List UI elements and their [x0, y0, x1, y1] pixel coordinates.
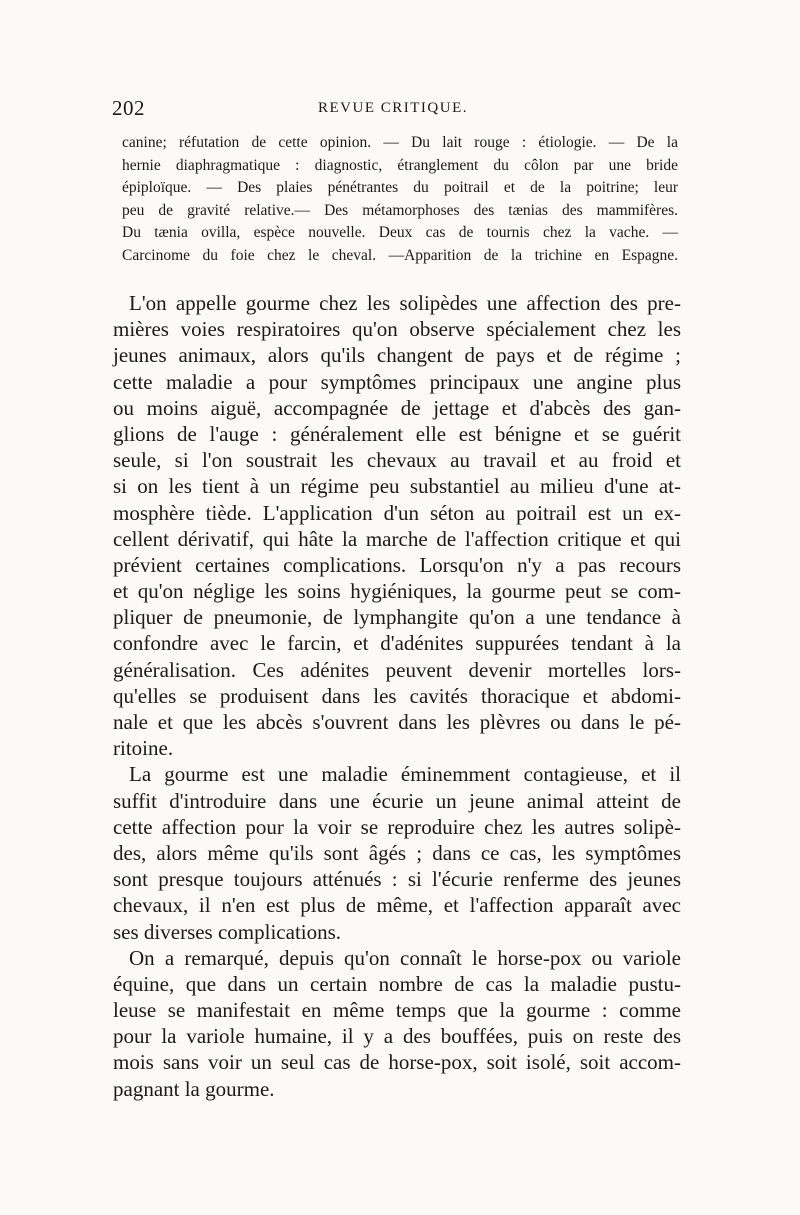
- body-line: chevaux, il n'en est plus de même, et l'affection apparaît avec: [113, 893, 681, 918]
- page-number: 202: [112, 96, 145, 120]
- body-line: cette affection pour la voir se reproduire chez les autres solipè-: [113, 814, 681, 839]
- body-line: glions de l'auge : généralement elle est bénigne et se guérit: [113, 421, 681, 446]
- body-line: cellent dérivatif, qui hâte la marche de l'affection critique et qui: [113, 526, 681, 551]
- body-line: généralisation. Ces adénites peuvent devenir mortelles lors-: [113, 657, 681, 682]
- paragraph-3: [113, 945, 681, 1102]
- paragraph-2: [113, 761, 681, 944]
- body-line: et qu'on néglige les soins hygiéniques, la gourme peut se com-: [113, 579, 681, 604]
- body-line: pour la variole humaine, il y a des bouffées, puis on reste des: [113, 1024, 681, 1049]
- body-line: jeunes animaux, alors qu'ils changent de pays et de régime ;: [113, 343, 681, 368]
- body-line: des, alors même qu'ils sont âgés ; dans ce cas, les symptômes: [113, 840, 681, 865]
- body-line: équine, que dans un certain nombre de cas la maladie pustu-: [113, 971, 681, 996]
- paragraph-1: [113, 290, 681, 761]
- body-line: L'on appelle gourme chez les solipèdes une affection des pre-: [129, 291, 681, 315]
- body-line: mois sans voir un seul cas de horse-pox, soit isolé, soit accom-: [113, 1050, 681, 1075]
- body-line: confondre avec le farcin, et d'adénites suppurées tendant à la: [113, 631, 681, 656]
- summary-line: hernie diaphragmatique : diagnostic, étranglement du côlon par une bride: [122, 156, 678, 174]
- body-line: ritoine.: [113, 736, 174, 761]
- body-line: ses diverses complications.: [113, 919, 342, 944]
- body-line: ou moins aiguë, accompagnée de jettage et d'abcès des gan-: [113, 395, 681, 420]
- body-line: On a remarqué, depuis qu'on connaît le horse-pox ou variole: [129, 945, 681, 970]
- body-line: si on les tient à un régime peu substantiel au milieu d'une at-: [113, 474, 681, 499]
- body-line: mières voies respiratoires qu'on observe spécialement chez les: [113, 317, 681, 342]
- summary-line: épiploïque. — Des plaies pénétrantes du poitrail et de la poitrine; leur: [122, 179, 678, 196]
- running-head: REVUE CRITIQUE.: [318, 100, 468, 116]
- body-line: leuse se manifestait en même temps que la gourme : comme: [113, 998, 681, 1023]
- body-line: sont presque toujours atténués : si l'écurie renferme des jeunes: [113, 867, 681, 892]
- body-line: cette maladie a pour symptômes principaux une angine plus: [113, 369, 681, 394]
- body-line: qu'elles se produisent dans les cavités thoracique et abdomi-: [113, 683, 681, 708]
- page-header: [112, 96, 674, 122]
- body-line: pliquer de pneumonie, de lymphangite qu'on a une tendance à: [113, 605, 681, 630]
- summary-line: Carcinome du foie chez le cheval. —Apparition de la trichine en Espagne.: [122, 246, 678, 264]
- summary-line: Du tænia ovilla, espèce nouvelle. Deux cas de tournis chez la vache. —: [122, 224, 678, 241]
- body-line: mosphère tiède. L'application d'un séton au poitrail est un ex-: [113, 500, 681, 525]
- body-line: suffit d'introduire dans une écurie un jeune animal atteint de: [113, 788, 681, 813]
- body-line: La gourme est une maladie éminemment contagieuse, et il: [129, 762, 681, 787]
- summary-line: peu de gravité relative.— Des métamorphoses des tænias des mammifères.: [122, 201, 678, 219]
- body-line: nale et que les abcès s'ouvrent dans les plèvres ou dans le pé-: [113, 710, 681, 734]
- body-line: seule, si l'on soustrait les chevaux au travail et au froid et: [113, 448, 681, 473]
- body-line: prévient certaines complications. Lorsqu'on n'y a pas recours: [113, 552, 681, 577]
- chapter-summary: [122, 132, 678, 267]
- body-line: pagnant la gourme.: [113, 1076, 275, 1101]
- body-text: [113, 290, 681, 1102]
- summary-line: canine; réfutation de cette opinion. — Du lait rouge : étiologie. — De la: [122, 134, 678, 151]
